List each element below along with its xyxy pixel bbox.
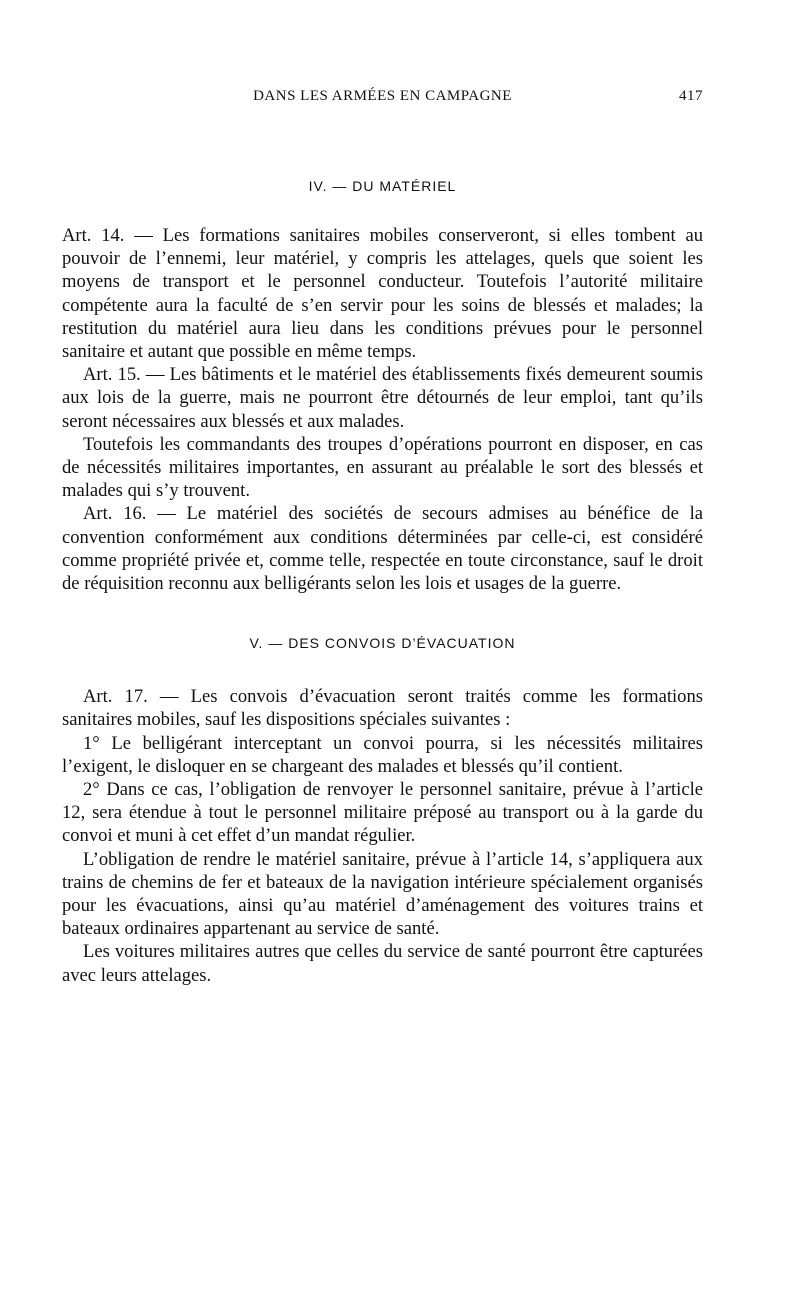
article-15-text: — Les bâtiments et le matériel des établissements fixés demeurent soumis aux lois de la guerre, mais ne pourront être détournés de leur emploi, tant qu’ils seront nécessaires aux blessés et aux malades.: [62, 364, 703, 432]
article-16: [62, 502, 703, 595]
article-16-text: — Le matériel des sociétés de secours admises au bénéfice de la convention conformément aux conditions déterminées par celle-ci, est considéré comme propriété privée et, comme telle, respectée en toute circonstance, sauf le droit de réquisition reconnu aux belligérants selon les lois et usages de la guerre.: [62, 503, 703, 595]
article-17-point-1: 1° Le belligérant interceptant un convoi pourra, si les nécessités militaires l’exigent, le disloquer en se chargeant des malades et blessés qu’il contient.: [62, 732, 703, 777]
article-15-label: Art. 15.: [83, 364, 141, 386]
article-17-paragraph-3: L’obligation de rendre le matériel sanitaire, prévue à l’article 14, s’appliquera aux trains de chemins de fer et bateaux de la navigation intérieure spécialement organisés pour les évacuations, ainsi qu’au matériel d’aménagement des voitures trains et bateaux ordinaires appartenant au service de santé.: [62, 848, 703, 940]
article-14-text: — Les formations sanitaires mobiles conserveront, si elles tombent au pouvoir de l’ennemi, leur matériel, y compris les attelages, quels que soient les moyens de transport et le personnel conducteur. Toutefois l’autorité militaire compétente aura la faculté de s’en servir pour les soins de blessés et malades; la restitution du matériel aura lieu dans les conditions prévues pour le personnel sanitaire et autant que possible en même temps.: [62, 225, 703, 363]
article-14-label: Art. 14.: [62, 225, 125, 246]
article-17: [62, 685, 703, 731]
article-17-text: — Les convois d’évacuation seront traités comme les formations sanitaires mobiles, sauf les dispositions spéciales suivantes :: [62, 686, 703, 731]
book-page: [62, 88, 703, 987]
article-14: [62, 224, 703, 363]
section-heading-materiel: IV. — DU MATÉRIEL: [308, 178, 457, 194]
article-17-label: Art. 17.: [83, 686, 148, 708]
article-17-point-2: 2° Dans ce cas, l’obligation de renvoyer le personnel sanitaire, prévue à l’article 12, sera étendue à tout le personnel militaire préposé au transport ou à la garde du convoi et muni à cet effet d’un mandat régulier.: [62, 779, 703, 847]
article-15: [62, 363, 703, 433]
section-heading-convois: V. — DES CONVOIS D’ÉVACUATION: [249, 635, 516, 652]
running-title: DANS LES ARMÉES EN CAMPAGNE: [253, 88, 512, 104]
running-header: [62, 88, 703, 112]
article-16-label: Art. 16.: [83, 503, 147, 525]
article-15-paragraph-2: Toutefois les commandants des troupes d’opérations pourront en disposer, en cas de nécessités militaires importantes, en assurant au préalable le sort des blessés et malades qui s’y trouvent.: [62, 433, 703, 502]
article-17-paragraph-4: Les voitures militaires autres que celles du service de santé pourront être capturées avec leurs attelages.: [62, 941, 703, 986]
page-number: 417: [679, 88, 703, 104]
